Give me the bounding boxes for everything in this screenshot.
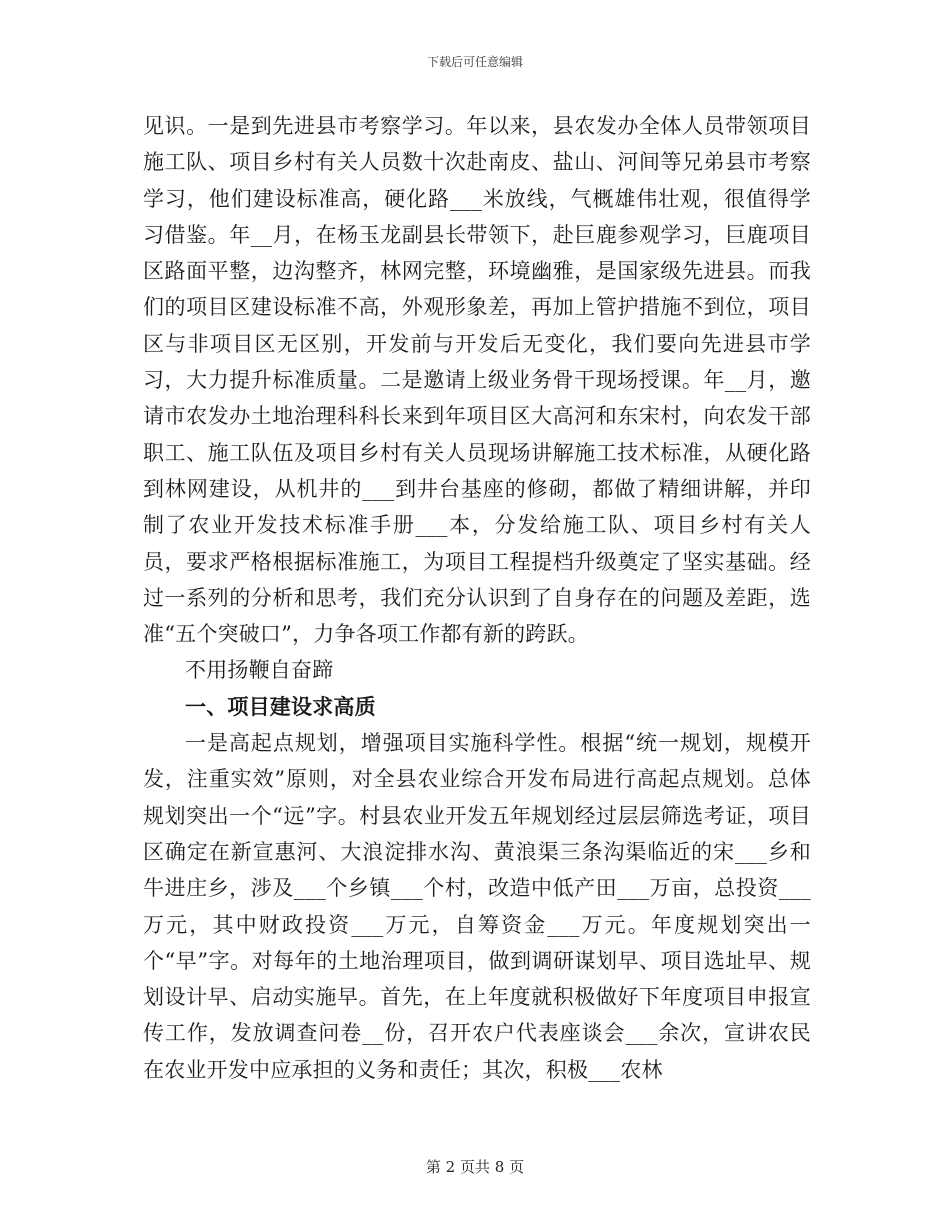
section-heading: 一、项目建设求高质 — [185, 693, 376, 719]
page-header: 下载后可任意编辑 — [426, 55, 523, 69]
document-body — [143, 108, 811, 1088]
page-number: 第 2 页共 8 页 — [425, 1158, 525, 1176]
paragraph-planning: 一是高起点规划，增强项目实施科学性。根据“统一规划，规模开发，注重实效”原则，对全县农业综合开发布局进行高起点规划。总体规划突出一个“远”字。村县农业开发五年规划经过层层筛选考证，项目区确定在新宣惠河、大浪淀排水沟、黄浪渠三条沟渠临近的宋___乡和牛进庄乡，涉及___个乡镇___个村，改造中低产田___万亩，总投资___万元，其中财政投资___万元，自筹资金___万元。年度规划突出一个“早”字。对每年的土地治理项目，做到调研谋划早、项目选址早、规划设计早、启动实施早。首先，在上年度就积极做好下年度项目申报宣传工作，发放调查问卷__份，召开农户代表座谈会___余次，宣讲农民在农业开发中应承担的义务和责任；其次，积极___农林 — [143, 731, 811, 1082]
paragraph-intro: 见识。一是到先进县市考察学习。年以来，县农发办全体人员带领项目施工队、项目乡村有关人员数十次赴南皮、盐山、河间等兄弟县市考察学习，他们建设标准高，硬化路___米放线，气概雄伟壮观，很值得学习借鉴。年__月，在杨玉龙副县长带领下，赴巨鹿参观学习，巨鹿项目区路面平整，边沟整齐，林网完整，环境幽雅，是国家级先进县。而我们的项目区建设标准不高，外观形象差，再加上管护措施不到位，项目区与非项目区无区别，开发前与开发后无变化，我们要向先进县市学习，大力提升标准质量。二是邀请上级业务骨干现场授课。年__月，邀请市农发办土地治理科科长来到年项目区大高河和东宋村，向农发干部职工、施工队伍及项目乡村有关人员现场讲解施工技术标准，从硬化路到林网建设，从机井的___到井台基座的修砌，都做了精细讲解，并印制了农业开发技术标准手册___本，分发给施工队、项目乡村有关人员，要求严格根据标准施工，为项目工程提档升级奠定了坚实基础。经过一系列的分析和思考，我们充分认识到了自身存在的问题及差距，选准“五个突破口”，力争各项工作都有新的跨跃。 — [143, 114, 811, 647]
paragraph-subtitle: 不用扬鞭自奋蹄 — [185, 658, 334, 683]
